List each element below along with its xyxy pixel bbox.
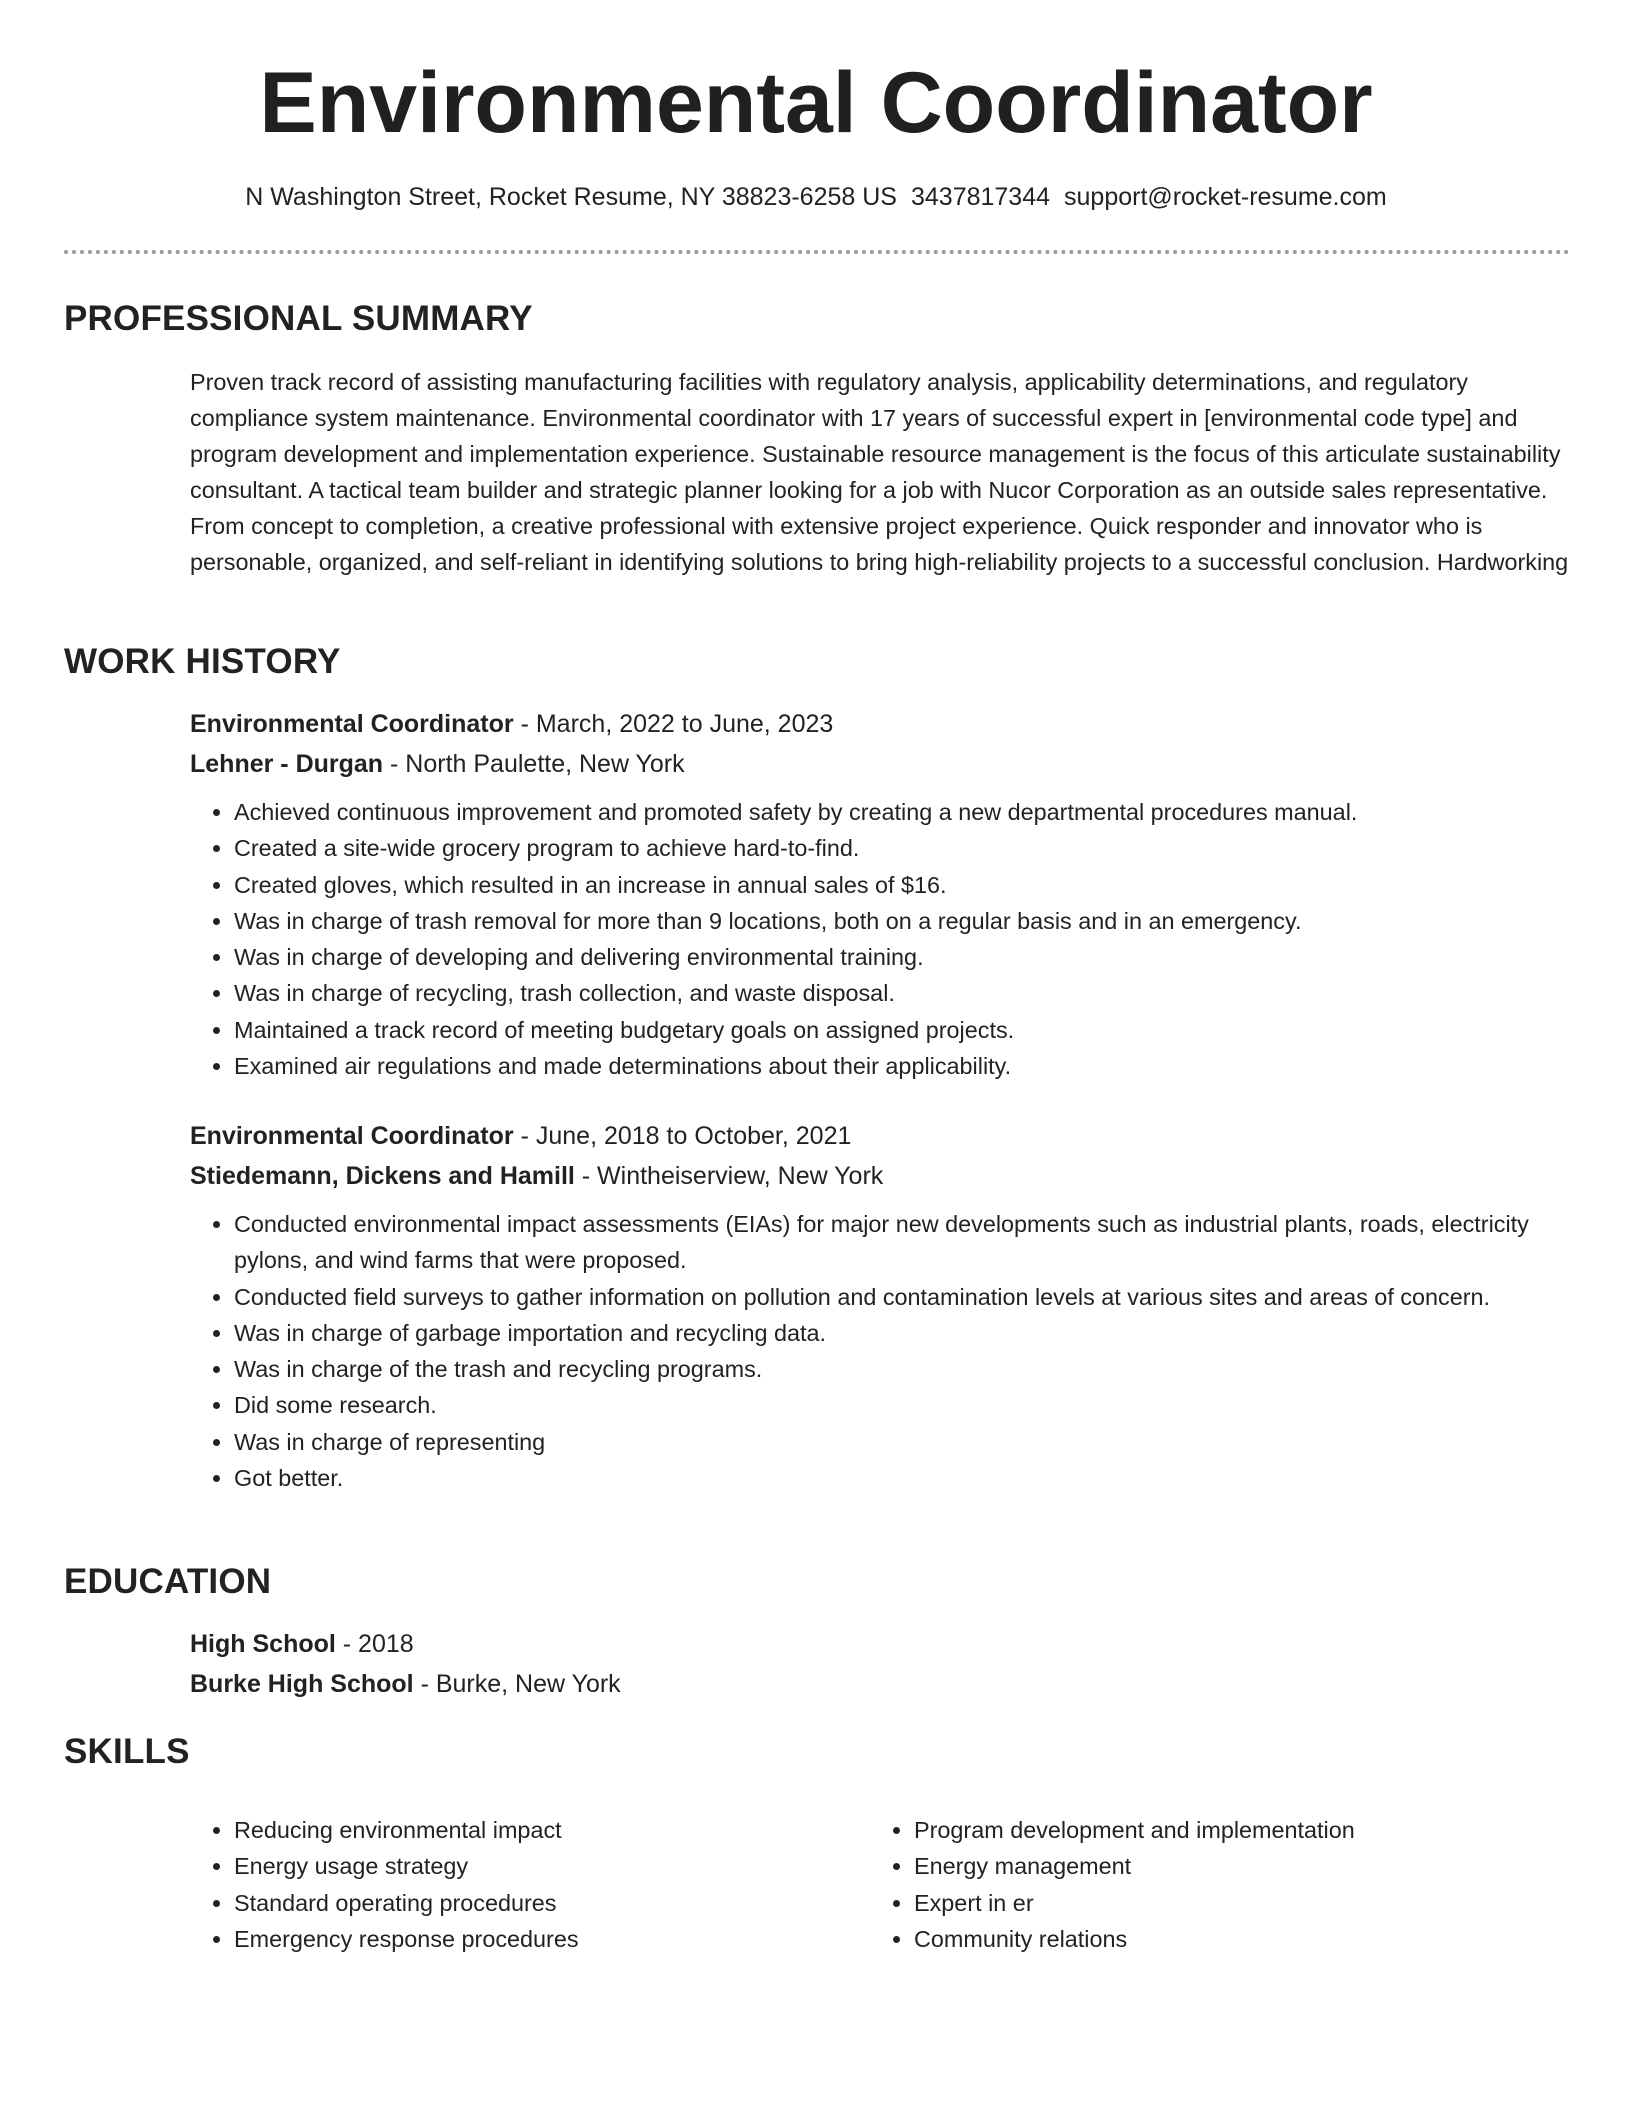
job-bullet: • Was in charge of the trash and recycling programs. <box>234 1351 1570 1387</box>
job-bullet: • Was in charge of developing and delivering environmental training. <box>234 939 1570 975</box>
header-divider <box>64 250 1570 254</box>
job-bullet: • Was in charge of recycling, trash collection, and waste disposal. <box>234 975 1570 1011</box>
education-degree-line <box>190 1624 1570 1664</box>
contact-line <box>0 182 1632 212</box>
skill-item: • Emergency response procedures <box>234 1921 830 1957</box>
job-bullet: • Created a site-wide grocery program to achieve hard-to-find. <box>234 830 1570 866</box>
job-bullet: • Was in charge of trash removal for more than 9 locations, both on a regular basis and in an emergency. <box>234 903 1570 939</box>
job-bullet: • Conducted environmental impact assessments (EIAs) for major new developments such as industrial plants, roads, electricity pylons, and wind farms that were proposed. <box>234 1206 1570 1279</box>
education-year: - 2018 <box>335 1630 414 1658</box>
job-bullet: • Achieved continuous improvement and promoted safety by creating a new departmental procedures manual. <box>234 794 1570 830</box>
job-role: Environmental Coordinator <box>190 1122 514 1150</box>
skill-item: • Program development and implementation <box>914 1812 1510 1848</box>
education-heading: EDUCATION <box>64 1562 272 1601</box>
job-bullet: • Got better. <box>234 1460 1570 1496</box>
contact-email: support@rocket-resume.com <box>1064 183 1387 211</box>
job-role: Environmental Coordinator <box>190 710 514 738</box>
education-entry <box>190 1624 1570 1704</box>
job-bullet: • Examined air regulations and made determinations about their applicability. <box>234 1048 1570 1084</box>
job-bullet: • Conducted field surveys to gather information on pollution and contamination levels at various sites and areas of concern. <box>234 1279 1570 1315</box>
job-company-line <box>190 744 1570 784</box>
work-history-heading: WORK HISTORY <box>64 642 341 681</box>
job-bullet: • Was in charge of representing <box>234 1424 1570 1460</box>
skill-item: • Community relations <box>914 1921 1510 1957</box>
job-entry-2 <box>190 1116 1570 1496</box>
job-company: Stiedemann, Dickens and Hamill <box>190 1162 575 1190</box>
job-location: - North Paulette, New York <box>383 750 685 778</box>
job-bullet: • Created gloves, which resulted in an increase in annual sales of $16. <box>234 867 1570 903</box>
skills-column-left <box>190 1812 830 1957</box>
contact-address: N Washington Street, Rocket Resume, NY 38823-6258 US <box>245 183 897 211</box>
job-company: Lehner - Durgan <box>190 750 384 778</box>
education-degree: High School <box>190 1630 336 1658</box>
skills-column-right <box>870 1812 1510 1957</box>
job-bullets <box>190 1206 1570 1496</box>
summary-text: Proven track record of assisting manufacturing facilities with regulatory analysis, applicability determinations, and regulatory compliance system maintenance. Environmental coordinator with 17 years of successful expert in [environmental code type] and program development and implementation experience. Sustainable resource management is the focus of this articulate sustainability consultant. A tactical team builder and strategic planner looking for a job with Nucor Corporation as an outside sales representative. From concept to completion, a creative professional with extensive project experience. Quick responder and innovator who is personable, organized, and self-reliant in identifying solutions to bring high-reliability projects to a successful conclusion. Hardworking <box>190 369 1569 575</box>
job-bullet: • Did some research. <box>234 1387 1570 1423</box>
resume-name: Environmental Coordinator <box>259 55 1373 151</box>
summary-heading: PROFESSIONAL SUMMARY <box>64 299 533 338</box>
skills-list <box>870 1812 1510 1957</box>
skills-heading: SKILLS <box>64 1732 190 1771</box>
job-title-line <box>190 704 1570 744</box>
job-location: - Wintheiserview, New York <box>574 1162 884 1190</box>
skills-list <box>190 1812 830 1957</box>
job-bullet: • Was in charge of garbage importation and recycling data. <box>234 1315 1570 1351</box>
job-dates: - June, 2018 to October, 2021 <box>513 1122 852 1150</box>
education-school-line <box>190 1664 1570 1704</box>
job-dates: - March, 2022 to June, 2023 <box>513 710 834 738</box>
skill-item: • Reducing environmental impact <box>234 1812 830 1848</box>
skill-item: • Energy usage strategy <box>234 1848 830 1884</box>
education-location: - Burke, New York <box>413 1670 621 1698</box>
job-entry-1 <box>190 704 1570 1084</box>
job-company-line <box>190 1156 1570 1196</box>
job-bullets <box>190 794 1570 1084</box>
job-bullet: • Maintained a track record of meeting budgetary goals on assigned projects. <box>234 1012 1570 1048</box>
education-school: Burke High School <box>190 1670 414 1698</box>
skill-item: • Energy management <box>914 1848 1510 1884</box>
skill-item: • Standard operating procedures <box>234 1885 830 1921</box>
skill-item: • Expert in er <box>914 1885 1510 1921</box>
job-title-line <box>190 1116 1570 1156</box>
contact-phone: 3437817344 <box>910 183 1051 211</box>
